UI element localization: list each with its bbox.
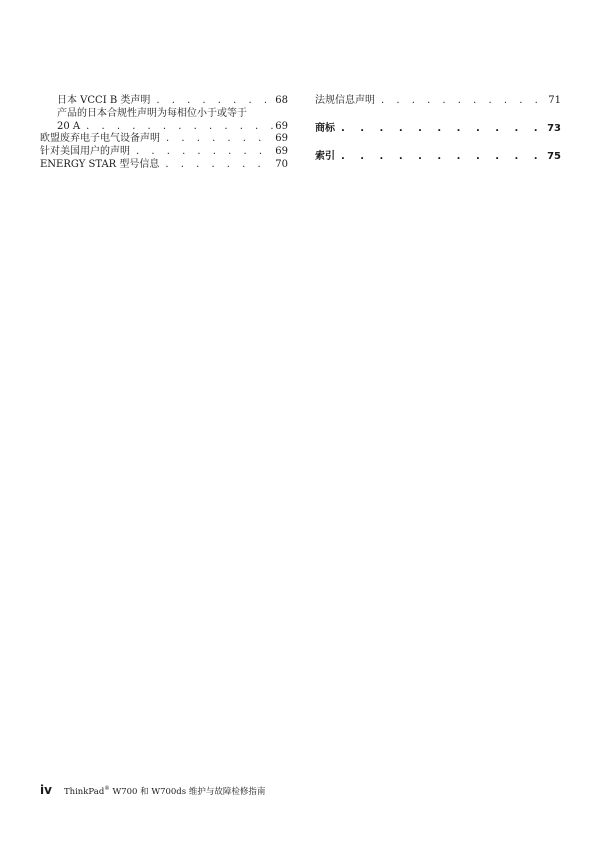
toc-entry-energy-star[interactable] xyxy=(40,159,288,172)
toc-right-column xyxy=(315,95,561,163)
toc-entry-page: 69 xyxy=(275,120,288,132)
toc-entry-page: 69 xyxy=(275,133,288,145)
page-number: iv xyxy=(40,783,52,797)
toc-entry-page: 68 xyxy=(275,95,288,106)
toc-entry-page: 73 xyxy=(547,122,561,134)
toc-entry-index[interactable] xyxy=(315,151,561,163)
toc-entry-weee[interactable] xyxy=(40,133,288,146)
toc-entry-title: ENERGY STAR 型号信息 xyxy=(40,158,160,170)
toc-entry-title: 针对美国用户的声明 xyxy=(40,146,130,158)
toc-entry-title: 日本 VCCI B 类声明 xyxy=(57,95,151,106)
dot-leader xyxy=(156,95,273,108)
toc-entry-page: 71 xyxy=(548,95,561,106)
toc-entry-page: 70 xyxy=(275,158,288,170)
dot-leader xyxy=(165,159,273,172)
dot-leader xyxy=(341,123,545,135)
dot-leader xyxy=(136,146,273,159)
dot-leader xyxy=(341,151,545,163)
registered-mark: ® xyxy=(104,786,110,793)
book-title xyxy=(64,785,265,797)
toc-entry-harmonics-line1[interactable]: 产品的日本合规性声明为每相位小于或等于 xyxy=(57,107,247,119)
toc-entry-us-users[interactable] xyxy=(40,146,288,159)
toc-entry-page: 75 xyxy=(547,150,561,162)
toc-entry-trademarks[interactable] xyxy=(315,123,561,135)
toc-entry-vcci[interactable] xyxy=(40,95,288,108)
book-title-rest: W700 和 W700ds 维护与故障检修指南 xyxy=(112,787,266,797)
toc-entry-harmonics[interactable] xyxy=(40,121,288,134)
toc-entry-regulatory[interactable] xyxy=(315,95,561,108)
toc-entry-title: 20 A xyxy=(57,120,81,132)
toc-entry-title: 商标 xyxy=(315,122,335,134)
toc-entry-page: 69 xyxy=(275,146,288,158)
dot-leader xyxy=(381,95,546,108)
dot-leader xyxy=(166,133,273,146)
toc-entry-title: 法规信息声明 xyxy=(315,95,375,106)
book-title-brand: ThinkPad xyxy=(63,787,105,797)
dot-leader xyxy=(86,121,273,134)
toc-entry-title: 欧盟废弃电子电气设备声明 xyxy=(40,133,160,145)
toc-left-column xyxy=(40,95,288,172)
page-footer xyxy=(40,783,265,797)
toc-entry-title: 索引 xyxy=(315,150,335,162)
